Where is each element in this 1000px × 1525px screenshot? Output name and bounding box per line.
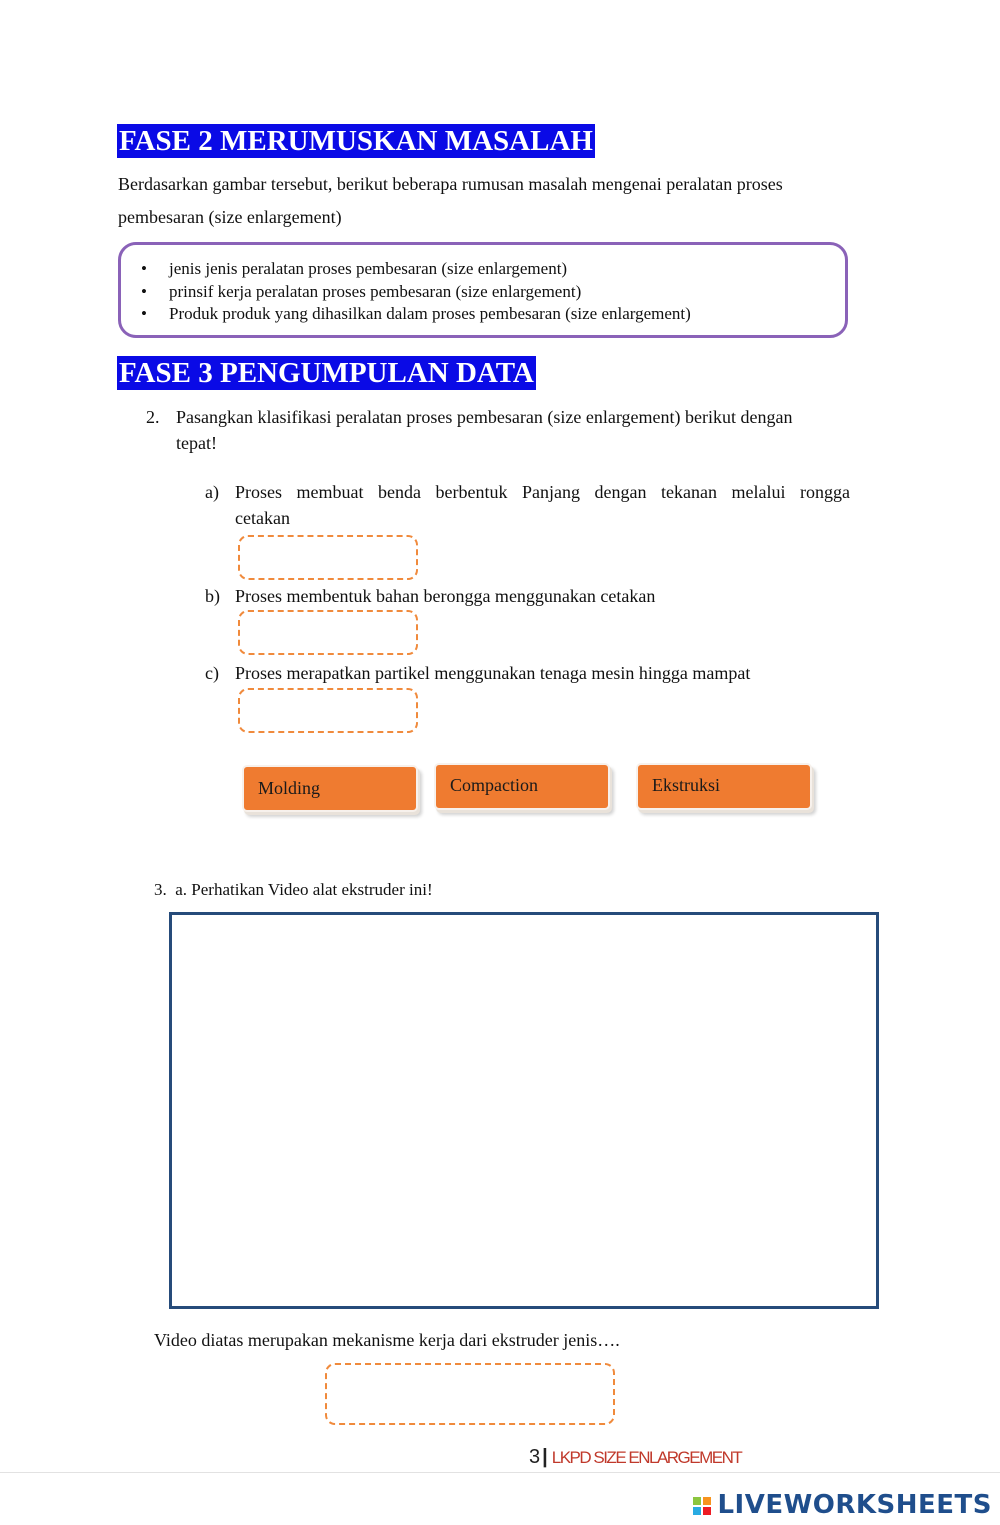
- answer-drop-zone-b[interactable]: [238, 610, 418, 655]
- item-b-text: Proses membentuk bahan berongga menggunakan cetakan: [235, 586, 656, 606]
- fase2-intro-line2: pembesaran (size enlargement): [118, 207, 342, 227]
- problem-list: [141, 258, 691, 326]
- answer-drop-zone-c[interactable]: [238, 688, 418, 733]
- fase2-intro-line1: Berdasarkan gambar tersebut, berikut beberapa rumusan masalah mengenai peralatan proses: [118, 174, 783, 194]
- footer-separator: |: [542, 1446, 548, 1468]
- problem-item: • prinsif kerja peralatan proses pembesaran (size enlargement): [141, 281, 691, 304]
- q2-text-line2: tepat!: [176, 433, 217, 453]
- q2-number: 2.: [146, 407, 160, 427]
- item-a-text-line1: Proses membuat benda berbentuk Panjang dengan tekanan melalui rongga: [235, 482, 850, 502]
- fase3-heading: FASE 3 PENGUMPULAN DATA: [119, 357, 534, 389]
- liveworksheets-logo-icon: [692, 1496, 714, 1516]
- video-player[interactable]: [169, 912, 879, 1309]
- item-a-text-line2: cetakan: [235, 508, 290, 528]
- brand-logo: [692, 1490, 992, 1520]
- item-b-letter: b): [205, 586, 220, 606]
- option-molding[interactable]: Molding: [242, 765, 418, 812]
- q3-caption: Video diatas merupakan mekanisme kerja dari ekstruder jenis….: [154, 1330, 620, 1350]
- fase2-heading: FASE 2 MERUMUSKAN MASALAH: [119, 125, 593, 157]
- footer-title: LKPD SIZE ENLARGEMENT: [551, 1448, 742, 1467]
- brand-name: LIVEWORKSHEETS: [717, 1490, 992, 1520]
- q3-label: 3. a. Perhatikan Video alat ekstruder ini!: [154, 880, 433, 899]
- option-ekstruksi[interactable]: Ekstruksi: [636, 763, 812, 810]
- item-a-letter: a): [205, 482, 219, 502]
- problem-item: • Produk produk yang dihasilkan dalam proses pembesaran (size enlargement): [141, 303, 691, 326]
- footer-divider: [0, 1472, 1000, 1473]
- q2-text-line1: Pasangkan klasifikasi peralatan proses pembesaran (size enlargement) berikut dengan: [176, 407, 793, 427]
- option-compaction[interactable]: Compaction: [434, 763, 610, 810]
- page-footer: [529, 1446, 741, 1469]
- answer-drop-zone-extruder-type[interactable]: [325, 1363, 615, 1425]
- problem-list-box: [118, 242, 848, 338]
- item-c-letter: c): [205, 663, 219, 683]
- page-number: 3: [529, 1446, 541, 1468]
- item-c-text: Proses merapatkan partikel menggunakan tenaga mesin hingga mampat: [235, 663, 751, 683]
- problem-item: • jenis jenis peralatan proses pembesaran (size enlargement): [141, 258, 691, 281]
- answer-drop-zone-a[interactable]: [238, 535, 418, 580]
